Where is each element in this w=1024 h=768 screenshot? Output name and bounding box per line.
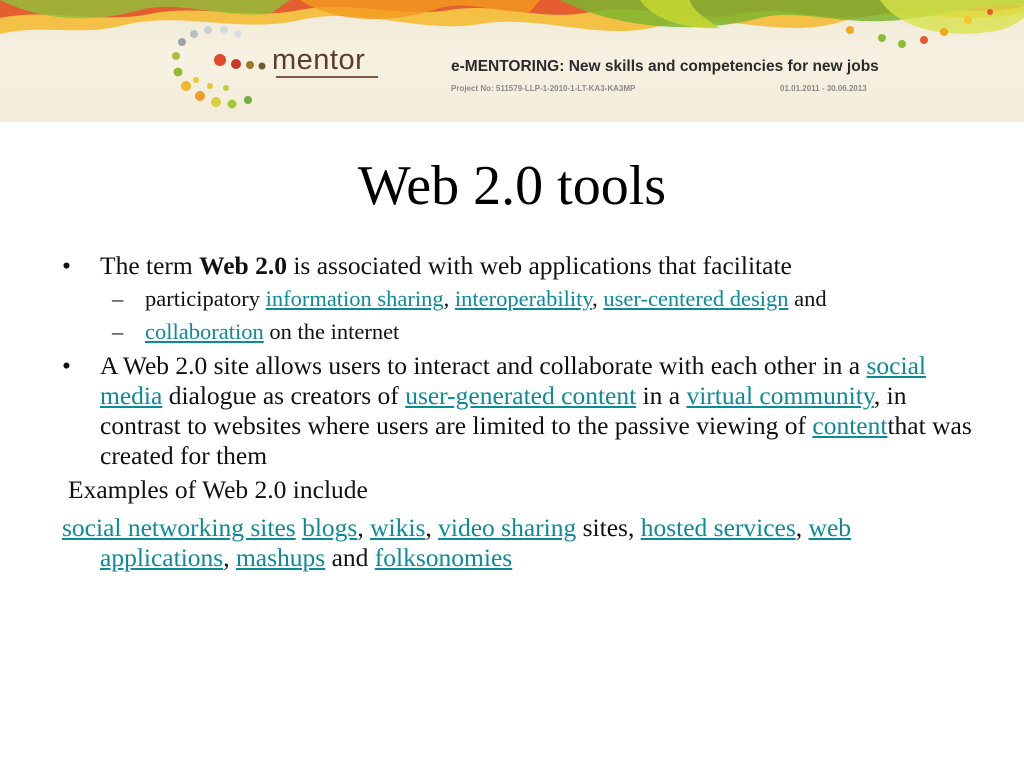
text: and [788, 286, 827, 311]
bullet-item-web20-term [62, 251, 974, 281]
link-hosted-services[interactable]: hosted services [640, 513, 796, 542]
text: , [795, 513, 809, 542]
project-tagline: e-MENTORING: New skills and competencies for new jobs [451, 58, 879, 75]
sub-bullet-participatory [62, 285, 974, 312]
link-mashups[interactable]: mashups [235, 543, 326, 572]
text: dialogue as creators of [162, 381, 406, 410]
text: participatory [145, 286, 266, 311]
link-content[interactable]: content [812, 411, 888, 440]
link-web-applications[interactable]: web applications [100, 513, 852, 572]
dash-icon: – [112, 286, 124, 311]
text: , in contrast to websites where users are limited to the passive viewing of [100, 381, 907, 440]
text: , [357, 513, 371, 542]
link-blogs[interactable]: blogs [302, 513, 358, 542]
text: , [223, 543, 236, 572]
link-social-media[interactable]: social media [100, 351, 926, 410]
link-user-centered-design[interactable]: user-centered design [603, 286, 789, 311]
link-video-sharing[interactable]: video sharing [438, 513, 577, 542]
link-information-sharing[interactable]: information sharing [265, 286, 444, 311]
text: sites, [576, 513, 641, 542]
link-collaboration[interactable]: collaboration [145, 319, 264, 344]
bullet-icon: • [62, 251, 71, 280]
header-banner [0, 0, 1024, 122]
bold-term: Web 2.0 [199, 251, 287, 280]
link-user-generated-content[interactable]: user-generated content [405, 381, 637, 410]
logo-wordmark: mentor [272, 44, 366, 76]
bullet-icon: • [62, 351, 71, 380]
slide-title: Web 2.0 tools [357, 155, 667, 217]
sub-bullet-collaboration [62, 318, 974, 345]
slide-body [62, 251, 974, 573]
text: and [325, 543, 375, 572]
examples-list [62, 513, 974, 573]
text: , [592, 286, 604, 311]
examples-heading: Examples of Web 2.0 include [68, 475, 368, 504]
text: A Web 2.0 site allows users to interact and collaborate with each other in a [100, 351, 867, 380]
text: that was created for them [100, 411, 972, 470]
text: is associated with web applications that facilitate [286, 251, 792, 280]
mentor-logo-icon [172, 26, 266, 109]
text: , [425, 513, 439, 542]
text: in a [636, 381, 687, 410]
link-social-networking-sites[interactable]: social networking sites [62, 513, 296, 542]
link-wikis[interactable]: wikis [370, 513, 426, 542]
link-folksonomies[interactable]: folksonomies [374, 543, 513, 572]
project-dates: 01.01.2011 - 30.06.2013 [780, 84, 867, 93]
link-virtual-community[interactable]: virtual community [686, 381, 874, 410]
dash-icon: – [112, 319, 124, 344]
text: on the internet [263, 319, 400, 344]
project-number: Project No: 511579-LLP-1-2010-1-LT-KA3-KA3MP [451, 84, 636, 93]
bullet-item-web20-site [62, 351, 974, 471]
text: The term [100, 251, 200, 280]
link-interoperability[interactable]: interoperability [454, 286, 593, 311]
text: , [443, 286, 455, 311]
logo-underline [276, 76, 378, 78]
